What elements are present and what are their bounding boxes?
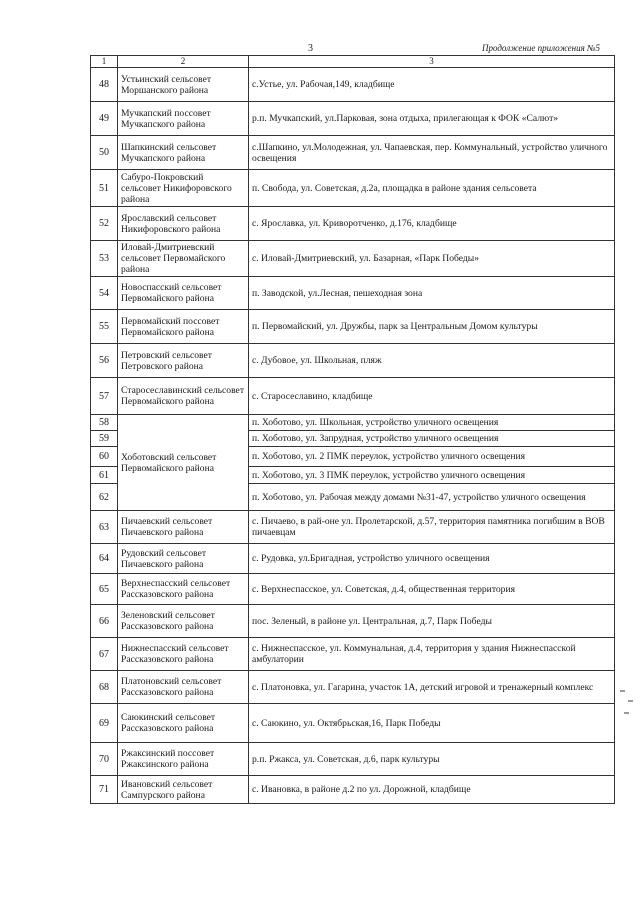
council-name: Пичаевский сельсовет Пичаевского района: [118, 511, 249, 544]
object-address: с. Дубовое, ул. Школьная, пляж: [249, 344, 615, 378]
object-address: с. Пичаево, в рай-оне ул. Пролетарской, д.57, территория памятника погибшим в ВОВ пичаевцам: [249, 511, 615, 544]
object-address: с. Платоновка, ул. Гагарина, участок 1А, детский игровой и тренажерный комплекс: [249, 671, 615, 704]
council-name: Саюкинский сельсовет Рассказовского района: [118, 704, 249, 743]
object-address: п. Первомайский, ул. Дружбы, парк за Центральным Домом культуры: [249, 310, 615, 344]
object-address: п. Хоботово, ул. Школьная, устройство уличного освещения: [249, 415, 615, 431]
table-row: [91, 241, 615, 277]
council-name: Старосеславинский сельсовет Первомайского района: [118, 378, 249, 415]
council-name: Устьинский сельсовет Моршанского района: [118, 68, 249, 102]
object-address: р.п. Мучкапский, ул.Парковая, зона отдыха, прилегающая к ФОК «Салют»: [249, 102, 615, 136]
council-name: Ивановский сельсовет Сампурского района: [118, 776, 249, 804]
table-row: [91, 704, 615, 743]
table-row: [91, 207, 615, 241]
object-address: с.Шапкино, ул.Молодежная, ул. Чапаевская, пер. Коммунальный, устройство уличного освещения: [249, 136, 615, 170]
table-header-row: [91, 56, 615, 68]
row-number: 56: [91, 344, 118, 378]
row-number: 54: [91, 277, 118, 310]
table-row: [91, 605, 615, 638]
council-name: Иловай-Дмитриевский сельсовет Первомайского района: [118, 241, 249, 277]
table-row: [91, 344, 615, 378]
table-row: [91, 378, 615, 415]
object-address: п. Хоботово, ул. 3 ПМК переулок, устройство уличного освещения: [249, 467, 615, 484]
row-number: 53: [91, 241, 118, 277]
object-address: п. Хоботово, ул. Рабочая между домами №31-47, устройство уличного освещения: [249, 484, 615, 511]
table-row: [91, 68, 615, 102]
council-name: Сабуро-Покровский сельсовет Никифоровского района: [118, 170, 249, 207]
row-number: 62: [91, 484, 118, 511]
table-row: [91, 277, 615, 310]
object-address: с.Устье, ул. Рабочая,149, кладбище: [249, 68, 615, 102]
council-name: Первомайский поссовет Первомайского района: [118, 310, 249, 344]
object-address: с. Старосеславино, кладбище: [249, 378, 615, 415]
object-address: с. Рудовка, ул.Бригадная, устройство уличного освещения: [249, 544, 615, 574]
row-number: 61: [91, 467, 118, 484]
row-number: 60: [91, 447, 118, 467]
continuation-label: Продолжение приложения №5: [482, 43, 601, 53]
object-address: с. Верхнеспасское, ул. Советская, д.4, общественная территория: [249, 574, 615, 605]
row-number: 71: [91, 776, 118, 804]
row-number: 63: [91, 511, 118, 544]
council-name: Верхнеспасский сельсовет Рассказовского района: [118, 574, 249, 605]
row-number: 55: [91, 310, 118, 344]
table-row: [91, 415, 615, 431]
council-name: Рудовский сельсовет Пичаевского района: [118, 544, 249, 574]
table-row: [91, 544, 615, 574]
table-row: [91, 776, 615, 804]
column-header: 1: [91, 56, 118, 68]
council-name: Хоботовский сельсовет Первомайского района: [118, 415, 249, 511]
row-number: 65: [91, 574, 118, 605]
object-address: с. Нижнеспасское, ул. Коммунальная, д.4, территория у здания Нижнеспасской амбулатории: [249, 638, 615, 671]
council-name: Новоспасский сельсовет Первомайского района: [118, 277, 249, 310]
column-header: 2: [118, 56, 249, 68]
table-row: [91, 102, 615, 136]
object-address: п. Хоботово, ул. Запрудная, устройство уличного освещения: [249, 431, 615, 447]
scan-mark: [624, 712, 629, 714]
table-row: [91, 574, 615, 605]
council-name: Ржаксинский поссовет Ржаксинского района: [118, 743, 249, 776]
row-number: 68: [91, 671, 118, 704]
object-address: р.п. Ржакса, ул. Советская, д.6, парк культуры: [249, 743, 615, 776]
table-row: [91, 743, 615, 776]
scan-mark: [620, 690, 625, 692]
table-row: [91, 511, 615, 544]
row-number: 69: [91, 704, 118, 743]
council-name: Платоновский сельсовет Рассказовского района: [118, 671, 249, 704]
object-address: с. Ивановка, в районе д.2 по ул. Дорожной, кладбище: [249, 776, 615, 804]
page-number: 3: [308, 43, 313, 54]
row-number: 57: [91, 378, 118, 415]
object-address: п. Заводской, ул.Лесная, пешеходная зона: [249, 277, 615, 310]
council-name: Шапкинский сельсовет Мучкапского района: [118, 136, 249, 170]
table-row: [91, 170, 615, 207]
council-name: Нижнеспасский сельсовет Рассказовского района: [118, 638, 249, 671]
row-number: 51: [91, 170, 118, 207]
row-number: 58: [91, 415, 118, 431]
row-number: 59: [91, 431, 118, 447]
object-address: пос. Зеленый, в районе ул. Центральная, д.7, Парк Победы: [249, 605, 615, 638]
object-address: с. Иловай-Дмитриевский, ул. Базарная, «Парк Победы»: [249, 241, 615, 277]
row-number: 50: [91, 136, 118, 170]
council-name: Петровский сельсовет Петровского района: [118, 344, 249, 378]
row-number: 48: [91, 68, 118, 102]
object-address: п. Свобода, ул. Советская, д.2а, площадка в районе здания сельсовета: [249, 170, 615, 207]
column-header: 3: [249, 56, 615, 68]
council-name: Зеленовский сельсовет Рассказовского района: [118, 605, 249, 638]
row-number: 70: [91, 743, 118, 776]
table-row: [91, 671, 615, 704]
object-address: п. Хоботово, ул. 2 ПМК переулок, устройство уличного освещения: [249, 447, 615, 467]
row-number: 67: [91, 638, 118, 671]
object-address: с. Ярославка, ул. Криворотченко, д.176, кладбище: [249, 207, 615, 241]
objects-table: [90, 55, 615, 804]
object-address: с. Саюкино, ул. Октябрьская,16, Парк Победы: [249, 704, 615, 743]
row-number: 66: [91, 605, 118, 638]
table-row: [91, 136, 615, 170]
council-name: Мучкапский поссовет Мучкапского района: [118, 102, 249, 136]
table-row: [91, 310, 615, 344]
scan-mark: [628, 700, 633, 702]
row-number: 52: [91, 207, 118, 241]
row-number: 64: [91, 544, 118, 574]
table-row: [91, 638, 615, 671]
row-number: 49: [91, 102, 118, 136]
council-name: Ярославский сельсовет Никифоровского района: [118, 207, 249, 241]
